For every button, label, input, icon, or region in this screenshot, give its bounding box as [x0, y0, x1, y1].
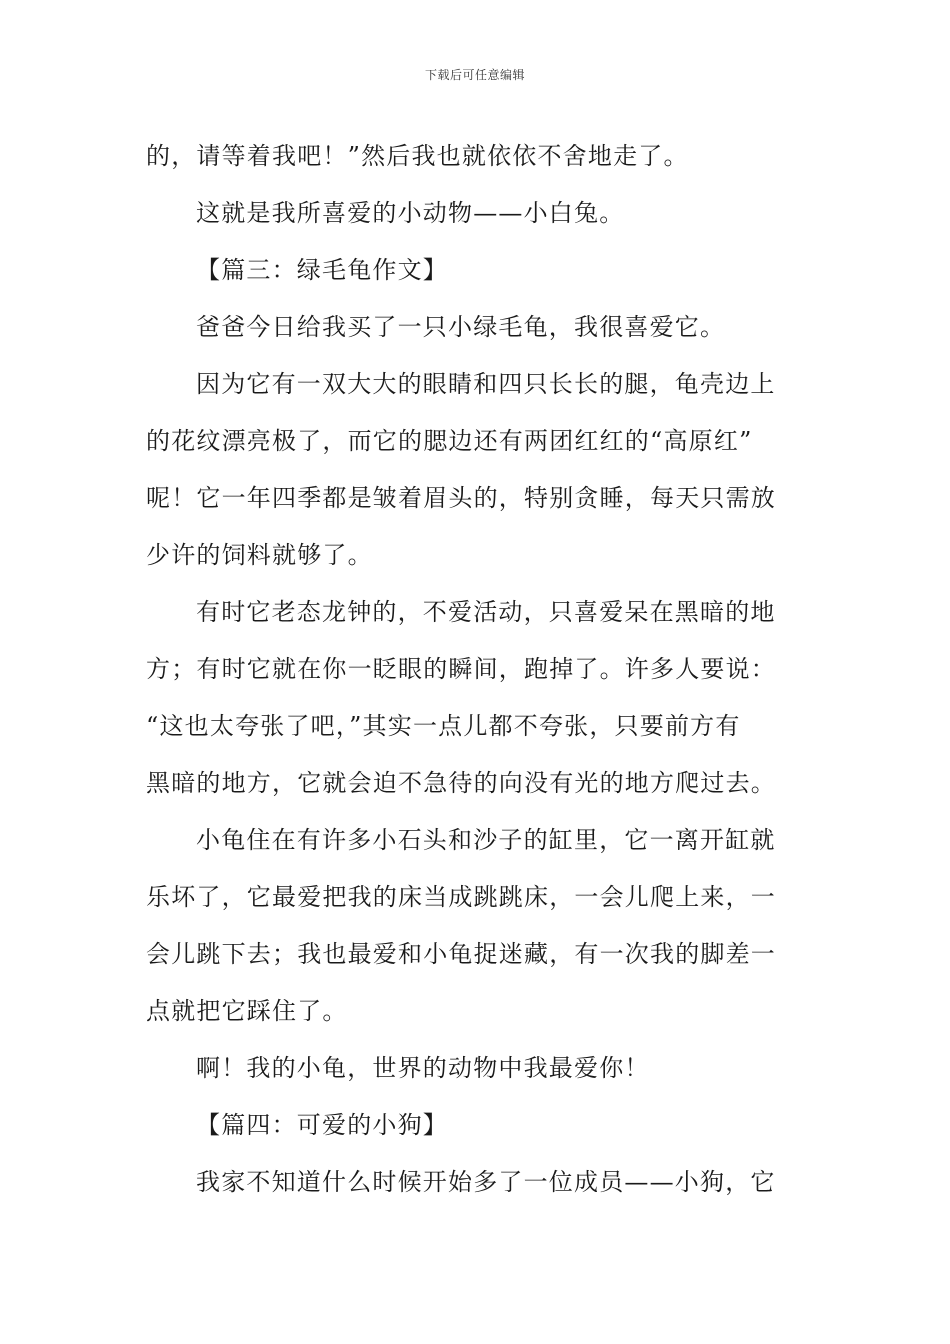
paragraph-line: 爸爸今日给我买了一只小绿毛龟，我很喜爱它。 [196, 313, 726, 341]
paragraph-line: 因为它有一双大大的眼睛和四只长长的腿，龟壳边上 [196, 370, 776, 398]
page-header: 下载后可任意编辑 [424, 68, 525, 82]
paragraph-line: 我家不知道什么时候开始多了一位成员——小狗，它 [196, 1168, 776, 1196]
paragraph-line: 的，请等着我吧！”然后我也就依依不舍地走了。 [146, 142, 689, 170]
paragraph-line: 呢！它一年四季都是皱着眉头的，特别贪睡，每天只需放 [146, 484, 776, 512]
section-heading: 【篇四：可爱的小狗】 [196, 1111, 448, 1139]
paragraph-line: 小龟住在有许多小石头和沙子的缸里，它一离开缸就 [196, 826, 776, 854]
paragraph-line: 少许的饲料就够了。 [146, 541, 373, 569]
paragraph-line: 这就是我所喜爱的小动物——小白兔。 [196, 199, 625, 227]
paragraph-line: 的花纹漂亮极了，而它的腮边还有两团红红的“高原红” [146, 427, 753, 455]
paragraph-line: 会儿跳下去；我也最爱和小龟捉迷藏，有一次我的脚差一 [146, 940, 776, 968]
paragraph-line: 乐坏了，它最爱把我的床当成跳跳床，一会儿爬上来，一 [146, 883, 776, 911]
paragraph-line: 啊！我的小龟，世界的动物中我最爱你！ [196, 1054, 650, 1082]
paragraph-line: 方；有时它就在你一眨眼的瞬间，跑掉了。许多人要说： [146, 655, 776, 683]
paragraph-line: 黑暗的地方，它就会迫不急待的向没有光的地方爬过去。 [146, 769, 776, 797]
section-heading: 【篇三：绿毛龟作文】 [196, 256, 448, 284]
paragraph-line: 有时它老态龙钟的，不爱活动，只喜爱呆在黑暗的地 [196, 598, 776, 626]
paragraph-line: 点就把它踩住了。 [146, 997, 348, 1025]
document-body [146, 128, 806, 1211]
paragraph-line: “这也太夸张了吧，”其实一点儿都不夸张，只要前方有 [146, 712, 741, 740]
